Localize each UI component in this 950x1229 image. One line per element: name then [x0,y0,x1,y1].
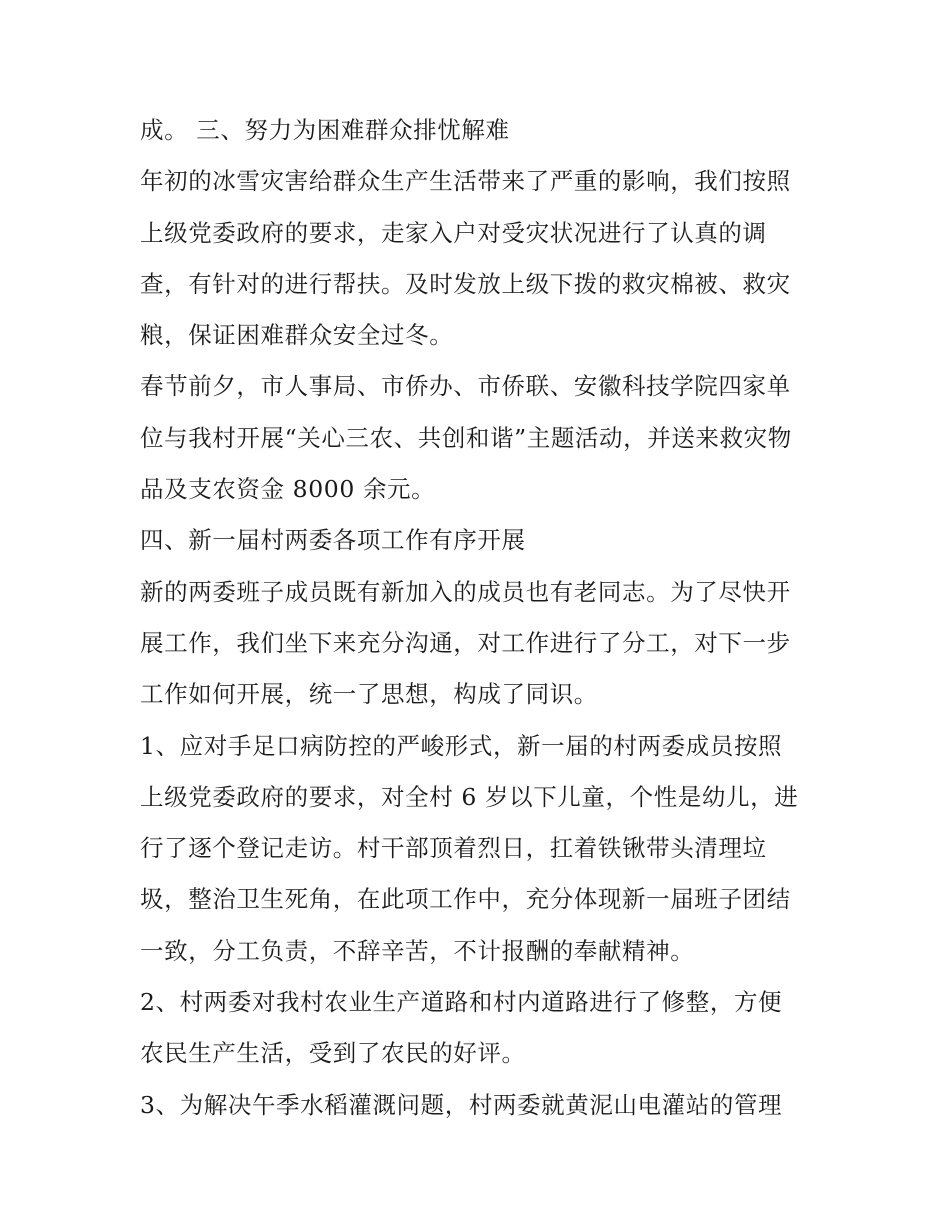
text-line: 展工作，我们坐下来充分沟通，对工作进行了分工，对下一步 [140,628,791,657]
text-line: 行了逐个登记走访。村干部顶着烈日，扛着铁锹带头清理垃 [140,834,767,863]
section-heading: 四、新一届村两委各项工作有序开展 [140,526,526,555]
list-item-line: 2、村两委对我村农业生产道路和村内道路进行了修整，方便 [140,988,783,1017]
text-line: 工作如何开展，统一了思想，构成了同识。 [140,680,598,709]
text-line: 位与我村开展“关心三农、共创和谐”主题活动，并送来救灾物 [140,423,792,452]
text-line: 年初的冰雪灾害给群众生产生活带来了严重的影响，我们按照 [140,167,791,196]
text-line: 农民生产生活，受到了农民的好评。 [140,1039,526,1068]
list-item-line: 3、为解决午季水稻灌溉问题，村两委就黄泥山电灌站的管理 [140,1090,783,1119]
text-line: 成。 三、努力为困难群众排忧解难 [140,116,510,144]
text-line: 品及支农资金 8000 余元。 [140,475,436,504]
text-line: 春节前夕，市人事局、市侨办、市侨联、安徽科技学院四家单 [140,372,791,401]
list-item-line: 1、应对手足口病防控的严峻形式，新一届的村两委成员按照 [140,731,783,760]
document-body [140,108,840,1134]
text-line: 新的两委班子成员既有新加入的成员也有老同志。为了尽快开 [140,577,791,606]
text-line: 上级党委政府的要求，走家入户对受灾状况进行了认真的调 [140,218,767,247]
text-line: 查，有针对的进行帮扶。及时发放上级下拨的救灾棉被、救灾 [140,269,791,298]
text-line: 上级党委政府的要求，对全村 6 岁以下儿童，个性是幼儿，进 [140,782,799,811]
text-line: 圾，整治卫生死角，在此项工作中，充分体现新一届班子团结 [140,885,791,914]
text-line: 粮，保证困难群众安全过冬。 [140,321,454,350]
text-line: 一致，分工负责，不辞辛苦，不计报酬的奉献精神。 [140,936,695,965]
